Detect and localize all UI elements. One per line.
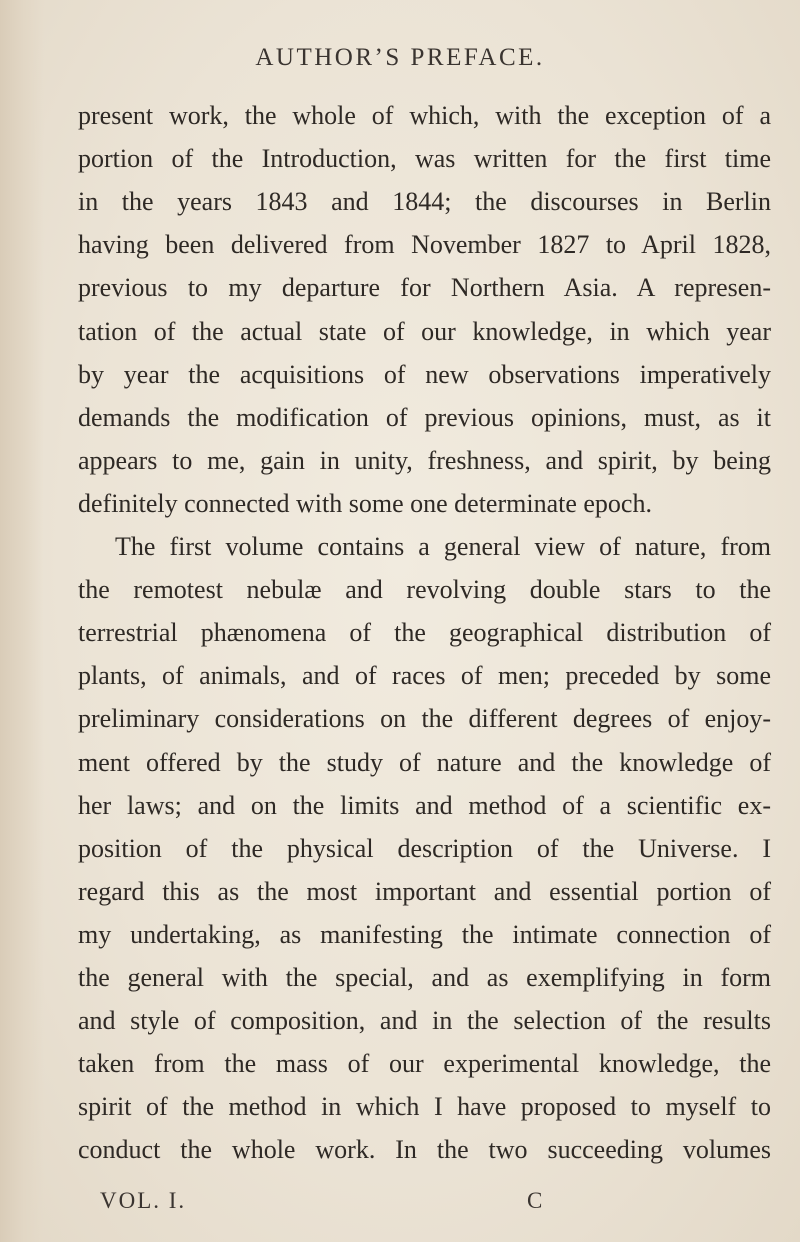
sheet-signature-letter: C [527, 1188, 543, 1213]
text-line: demands the modification of previous opinions, must, as it [78, 402, 771, 432]
text-line: portion of the Introduction, was written for the first time [78, 144, 771, 174]
page-left-edge [0, 0, 44, 1242]
text-line: regard this as the most important and essential portion of [78, 876, 771, 906]
text-line: taken from the mass of our experimental knowledge, the [78, 1049, 771, 1079]
text-line: and style of composition, and in the selection of the results [78, 1006, 771, 1036]
text-line: having been delivered from November 1827 to April 1828, [78, 230, 771, 260]
text-line: my undertaking, as manifesting the intimate connection of [78, 919, 771, 949]
text-line: definitely connected with some one determinate epoch. [78, 488, 652, 518]
text-line: tation of the actual state of our knowledge, in which year [78, 316, 771, 346]
text-line: ment offered by the study of nature and the knowledge of [78, 747, 771, 777]
text-line: conduct the whole work. In the two succeeding volumes [78, 1135, 771, 1165]
text-line: position of the physical description of the Universe. I [78, 833, 771, 863]
text-line: in the years 1843 and 1844; the discourses in Berlin [78, 187, 771, 217]
text-line: preliminary considerations on the different degrees of enjoy- [78, 704, 771, 734]
text-line: terrestrial phænomena of the geographical distribution of [78, 618, 771, 648]
text-line: by year the acquisitions of new observations imperatively [78, 359, 771, 389]
volume-signature: VOL. I. [100, 1188, 187, 1213]
text-line: her laws; and on the limits and method of a scientific ex- [78, 790, 771, 820]
text-line: previous to my departure for Northern Asia. A represen- [78, 273, 771, 303]
text-line: The first volume contains a general view of nature, from [115, 532, 771, 561]
running-head: AUTHOR’S PREFACE. [255, 44, 545, 71]
text-line: present work, the whole of which, with the exception of a [78, 101, 771, 130]
text-line: appears to me, gain in unity, freshness, and spirit, by being [78, 445, 771, 475]
text-line: plants, of animals, and of races of men; preceded by some [78, 661, 771, 691]
text-line: the remotest nebulæ and revolving double stars to the [78, 575, 771, 605]
text-line: the general with the special, and as exemplifying in form [78, 963, 771, 992]
page-footer [0, 1188, 800, 1224]
text-line: spirit of the method in which I have proposed to myself to [78, 1092, 771, 1122]
